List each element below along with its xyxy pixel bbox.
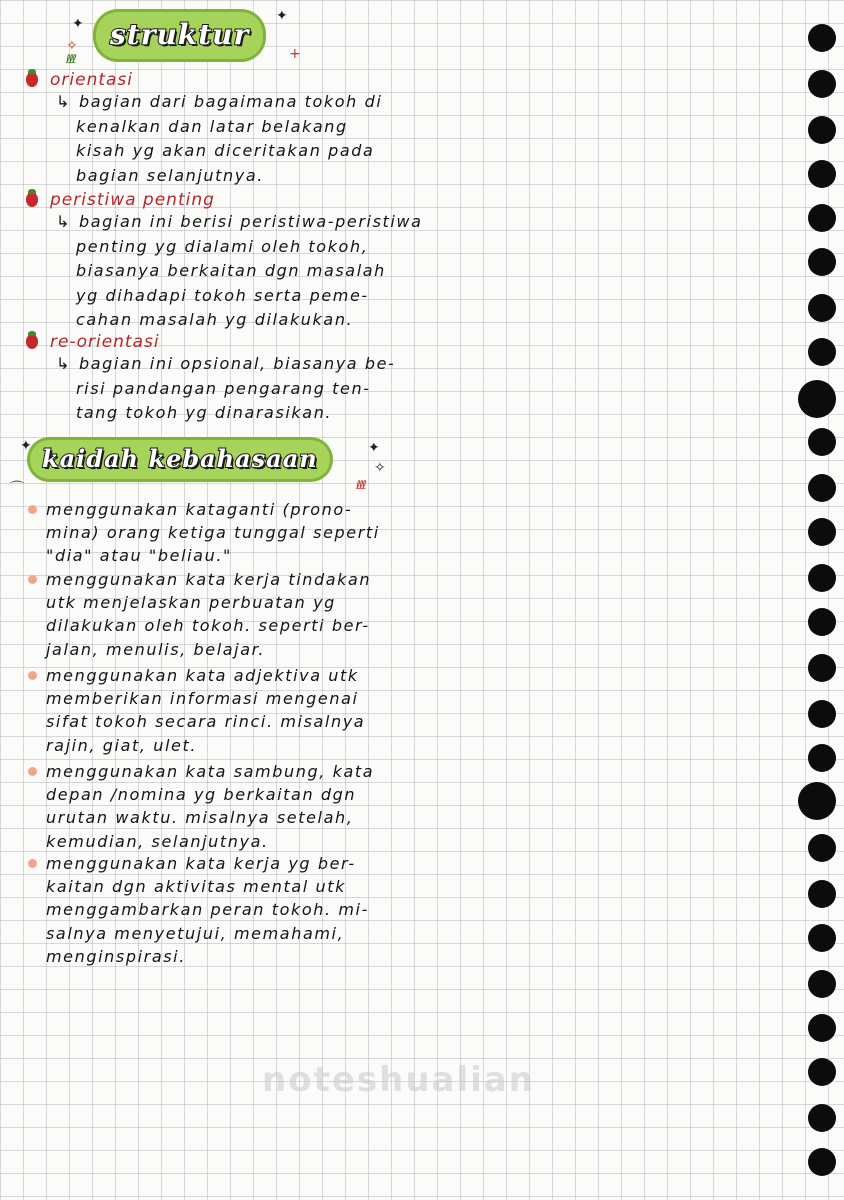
text-line: kisah yg akan diceritakan pada xyxy=(76,141,375,160)
bullet-dot xyxy=(28,575,37,584)
sparkle-icon: ✧ xyxy=(374,460,386,476)
item-description xyxy=(56,210,436,333)
text-line: penting yg dialami oleh tokoh, xyxy=(76,236,369,256)
text-line: utk menjelaskan perbuatan yg xyxy=(46,593,336,613)
binder-hole xyxy=(808,428,836,456)
squiggle-icon: ⌒ xyxy=(10,481,24,497)
binder-hole xyxy=(808,1058,836,1086)
binder-hole xyxy=(808,248,836,276)
item-heading-peristiwa-penting xyxy=(26,190,215,210)
text-line: tang tokoh yg dinarasikan. xyxy=(76,403,333,422)
text-line: urutan waktu. misalnya setelah, xyxy=(46,808,354,828)
text-line: kaitan dgn aktivitas mental utk xyxy=(46,877,347,897)
text-line: cahan masalah yg dilakukan. xyxy=(76,310,354,329)
sparkle-icon: ✦ xyxy=(72,16,84,32)
squiggle-decoration: ℓℓℓ xyxy=(356,478,365,492)
heading-title: struktur xyxy=(110,18,250,51)
binder-hole xyxy=(808,608,836,636)
binder-hole xyxy=(808,1104,836,1132)
text-line: yg dihadapi tokoh serta peme- xyxy=(76,285,369,305)
binder-hole xyxy=(808,970,836,998)
text-line: menggunakan kata adjektiva utk xyxy=(46,666,359,685)
text-line: bagian ini berisi peristiwa-peristiwa xyxy=(79,212,423,231)
text-line: memberikan informasi mengenai xyxy=(46,689,359,709)
item-label: orientasi xyxy=(50,70,134,90)
text-line: kenalkan dan latar belakang xyxy=(76,116,348,136)
binder-hole xyxy=(808,654,836,682)
binder-hole xyxy=(808,518,836,546)
item-label: peristiwa penting xyxy=(50,190,215,210)
arrow-icon: ↳ xyxy=(56,212,72,231)
strawberry-icon xyxy=(26,73,38,87)
section-heading-kaidah xyxy=(30,440,330,479)
sparkle-icon: + xyxy=(289,46,301,62)
text-line: menggunakan kata kerja yg ber- xyxy=(46,854,356,873)
binder-hole xyxy=(808,700,836,728)
binder-hole xyxy=(798,782,836,820)
item-label: re-orientasi xyxy=(50,332,160,352)
heading-pill xyxy=(30,440,330,479)
binder-hole xyxy=(808,24,836,52)
text-line: rajin, giat, ulet. xyxy=(46,735,198,755)
sparkle-icon: ✦ xyxy=(368,440,380,456)
arrow-icon: ↳ xyxy=(56,354,72,373)
text-line: menginspirasi. xyxy=(46,946,186,966)
binder-hole xyxy=(808,924,836,952)
text-line: sifat tokoh secara rinci. misalnya xyxy=(46,712,366,732)
watermark: noteshualian xyxy=(262,1060,535,1100)
text-line: menggunakan kata sambung, kata xyxy=(46,762,375,781)
bullet-dot xyxy=(28,859,37,868)
item-heading-re-orientasi xyxy=(26,332,160,352)
squiggle-decoration: ℓℓℓ xyxy=(66,52,75,66)
text-line: bagian selanjutnya. xyxy=(76,165,264,185)
heading-pill xyxy=(96,12,263,59)
binder-hole xyxy=(808,564,836,592)
binder-hole xyxy=(808,294,836,322)
binder-hole xyxy=(808,834,836,862)
text-line: risi pandangan pengarang ten- xyxy=(76,378,371,398)
binder-hole xyxy=(808,70,836,98)
text-line: bagian ini opsional, biasanya be- xyxy=(79,354,396,373)
sparkle-icon: ✦ xyxy=(276,8,288,24)
binder-hole xyxy=(808,160,836,188)
sparkle-icon: ✦ xyxy=(20,438,32,454)
strawberry-icon xyxy=(26,193,38,207)
bullet-dot xyxy=(28,767,37,776)
binder-hole xyxy=(808,204,836,232)
text-line: menggunakan kata kerja tindakan xyxy=(46,570,372,589)
arrow-icon: ↳ xyxy=(56,92,72,111)
text-line: menggambarkan peran tokoh. mi- xyxy=(46,900,369,920)
binder-hole xyxy=(808,116,836,144)
text-line: salnya menyetujui, memahami, xyxy=(46,923,345,943)
sparkle-icon: ✧ xyxy=(66,38,78,54)
binder-hole xyxy=(808,1014,836,1042)
item-description xyxy=(56,90,436,188)
bullet-dot xyxy=(28,505,37,514)
section-heading-struktur xyxy=(96,12,263,59)
text-line: bagian dari bagaimana tokoh di xyxy=(79,92,383,111)
binder-hole xyxy=(798,380,836,418)
binder-hole xyxy=(808,880,836,908)
text-line: dilakukan oleh tokoh. seperti ber- xyxy=(46,616,370,636)
binder-hole xyxy=(808,338,836,366)
text-line: jalan, menulis, belajar. xyxy=(46,639,266,659)
bullet-dot xyxy=(28,671,37,680)
text-line: mina) orang ketiga tunggal seperti xyxy=(46,523,380,543)
heading-title: kaidah kebahasaan xyxy=(42,444,318,473)
item-heading-orientasi xyxy=(26,70,133,90)
binder-hole xyxy=(808,474,836,502)
text-line: "dia" atau "beliau." xyxy=(46,546,232,566)
binder-hole xyxy=(808,1148,836,1176)
text-line: biasanya berkaitan dgn masalah xyxy=(76,261,386,280)
strawberry-icon xyxy=(26,335,38,349)
item-description xyxy=(56,352,436,426)
text-line: menggunakan kataganti (prono- xyxy=(46,500,353,519)
binder-hole xyxy=(808,744,836,772)
text-line: depan /nomina yg berkaitan dgn xyxy=(46,785,357,805)
text-line: kemudian, selanjutnya. xyxy=(46,831,269,851)
